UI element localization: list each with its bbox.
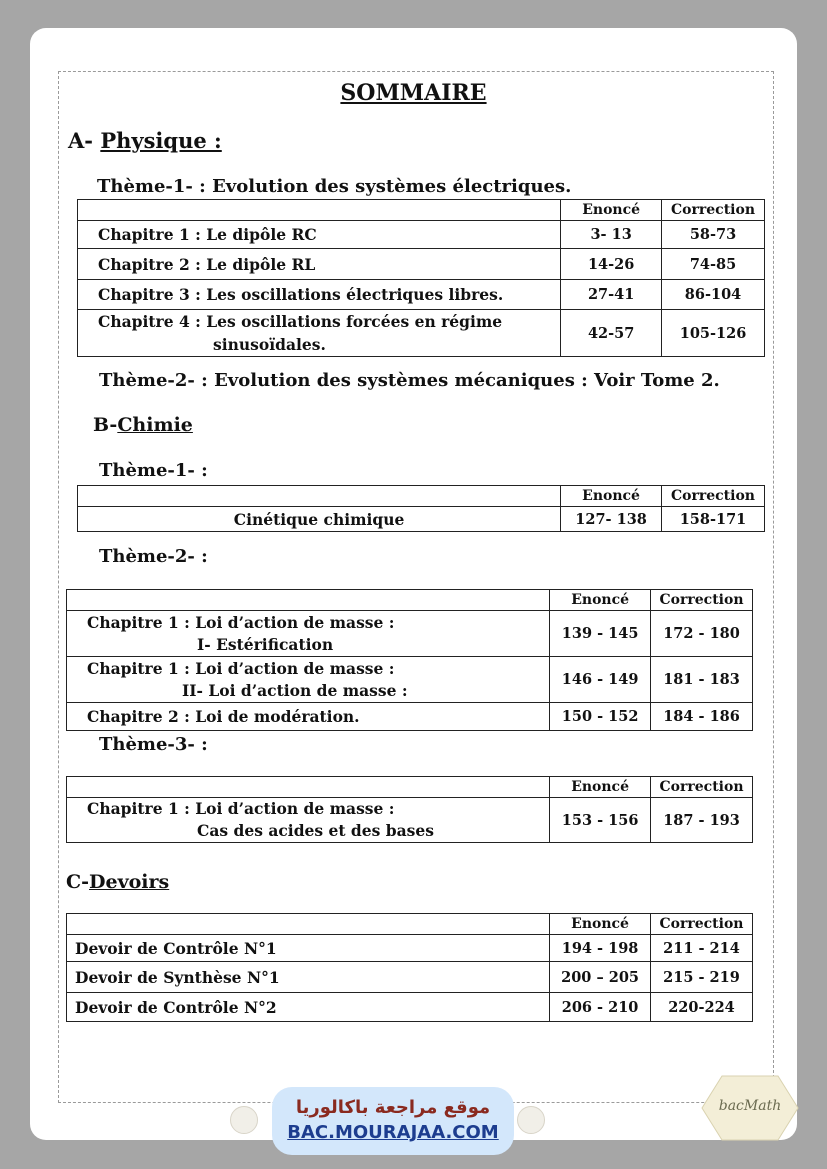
section-physique-heading: A- Physique : [68,128,222,153]
chimie-theme2-title: Thème-2- : [99,546,208,567]
site-logo-right-icon [517,1106,545,1134]
table-row: Chapitre 4 : Les oscillations forcées en régime sinusoïdales. 42-57 105-126 [78,310,765,357]
physique-theme1-title: Thème-1- : Evolution des systèmes électriques. [97,176,572,197]
chimie-theme1-title: Thème-1- : [99,460,208,481]
table-row: Chapitre 2 : Le dipôle RL 14-26 74-85 [78,249,765,280]
table-row: Chapitre 1 : Le dipôle RC 3- 13 58-73 [78,221,765,249]
devoirs-table: Enoncé Correction Devoir de Contrôle N°1 194 - 198 211 - 214 Devoir de Synthèse N°1 200 – 205 215 - 219 Devoir de Contrôle N°2 206 - 210 220-224 [66,913,753,1022]
section-chimie-heading: B-Chimie [93,414,193,436]
site-url-link[interactable]: BAC.MOURAJAA.COM [287,1122,499,1143]
table-row: Chapitre 2 : Loi de modération. 150 - 152 184 - 186 [67,703,753,731]
table-row: Chapitre 3 : Les oscillations électriques libres. 27-41 86-104 [78,280,765,310]
site-badge[interactable] [272,1087,514,1155]
chimie-theme3-title: Thème-3- : [99,734,208,755]
header-correction: Correction [662,200,765,221]
chimie-theme2-table: Enoncé Correction Chapitre 1 : Loi d’action de masse : I- Estérification 139 - 145 172 - 180 Chapitre 1 : Loi d’action de masse : II- Loi d’action de masse : 146 - 149 181 - 183 Chapitre 2 : Loi de modération. 150 - 152 184 - 186 [66,589,753,731]
site-logo-left-icon [230,1106,258,1134]
page-title: SOMMAIRE [340,80,487,106]
bacmath-seal-text: bacMath [718,1098,782,1114]
physique-theme1-table [77,199,765,357]
header-enonce: Enoncé [561,200,662,221]
physique-theme2-title: Thème-2- : Evolution des systèmes mécaniques : Voir Tome 2. [99,370,720,391]
table-row: Chapitre 1 : Loi d’action de masse : I- Estérification 139 - 145 172 - 180 [67,611,753,657]
table-row: Chapitre 1 : Loi d’action de masse : II- Loi d’action de masse : 146 - 149 181 - 183 [67,657,753,703]
table-row: Devoir de Contrôle N°1 194 - 198 211 - 214 [67,935,753,962]
table-row: Chapitre 1 : Loi d’action de masse : Cas des acides et des bases 153 - 156 187 - 193 [67,798,753,843]
table-row: Devoir de Synthèse N°1 200 – 205 215 - 219 [67,962,753,993]
table-row: Devoir de Contrôle N°2 206 - 210 220-224 [67,993,753,1022]
chimie-theme1-table: Enoncé Correction Cinétique chimique 127- 138 158-171 [77,485,765,532]
chimie-theme3-table: Enoncé Correction Chapitre 1 : Loi d’action de masse : Cas des acides et des bases 153 - 156 187 - 193 [66,776,753,843]
section-devoirs-heading: C-Devoirs [66,871,170,893]
site-arabic-name: موقع مراجعة باكالوريا [295,1097,491,1118]
table-row: Cinétique chimique 127- 138 158-171 [78,507,765,532]
